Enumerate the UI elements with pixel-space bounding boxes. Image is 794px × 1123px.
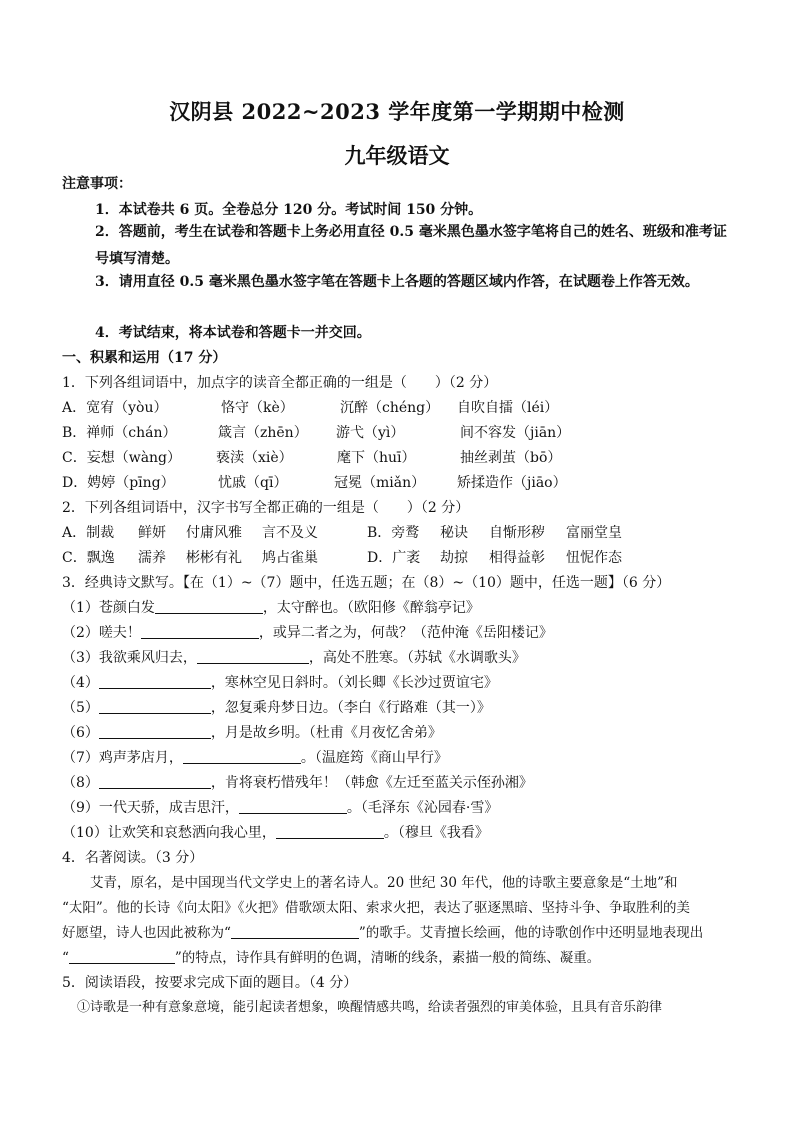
answer-blank[interactable] bbox=[99, 699, 211, 714]
notice-item-text: 3．请用直径 0.5 毫米黑色墨水签字笔在答题卡上各题的答题区域内作答，在试题卷上作答无效。 bbox=[95, 274, 699, 290]
option-a-word4: 自吹自擂（léi） bbox=[457, 400, 559, 416]
option-a-word1: A．制裁 bbox=[62, 525, 115, 541]
recitation-post: ，肯将衰朽惜残年！（韩愈《左迁至蓝关示侄孙湘》 bbox=[210, 775, 533, 791]
option-b-word3: 游弋（yì） bbox=[336, 425, 405, 441]
answer-blank[interactable] bbox=[231, 924, 359, 939]
option-b-word3: 自惭形秽 bbox=[489, 525, 545, 541]
reading-text-post: ”的歌手。艾青擅长绘画，他的诗歌创作中还明显地表现出 bbox=[358, 925, 704, 941]
option-c-word3: 麾下（huī） bbox=[337, 450, 416, 466]
option-b-word2: 秘诀 bbox=[440, 525, 468, 541]
option-d-word2: 忧戚（qī） bbox=[218, 475, 288, 491]
recitation-pre: （8） bbox=[62, 775, 99, 791]
recitation-item bbox=[62, 723, 442, 743]
answer-blank[interactable] bbox=[99, 674, 211, 689]
option-a-word1: A．宽宥（yòu） bbox=[62, 400, 168, 416]
answer-blank[interactable] bbox=[197, 649, 309, 664]
option-b-word2: 箴言（zhēn） bbox=[218, 425, 308, 441]
question-stem: 4．名著阅读。（3 分） bbox=[62, 850, 204, 866]
recitation-post: ，月是故乡明。（杜甫《月夜忆舍弟》 bbox=[210, 725, 442, 741]
recitation-pre: （3）我欲乘风归去， bbox=[62, 650, 197, 666]
reading-text-pre: “ bbox=[62, 950, 69, 966]
recitation-item bbox=[62, 698, 491, 718]
notice-heading: 注意事项： bbox=[62, 176, 132, 192]
answer-blank[interactable] bbox=[99, 774, 211, 789]
notice-item-text: 2．答题前，考生在试卷和答题卡上务必用直径 0.5 毫米黑色墨水签字笔将自己的姓名、班级和准考证号填写清楚。 bbox=[95, 224, 727, 267]
notice-item: 1．本试卷共 6 页。全卷总分 120 分。考试时间 150 分钟。 bbox=[95, 202, 483, 218]
recitation-item bbox=[62, 798, 498, 818]
exam-subtitle: 九年级语文 bbox=[344, 143, 450, 168]
option-d-word4: 矫揉造作（jiāo） bbox=[457, 475, 567, 491]
reading-text-line bbox=[62, 923, 703, 943]
recitation-item bbox=[62, 673, 498, 693]
reading-text-line: “太阳”。他的长诗《向太阳》《火把》借歌颂太阳、索求火把，表达了驱逐黑暗、坚持斗争、争取胜利的美 bbox=[62, 900, 691, 916]
recitation-pre: （2）嗟夫！ bbox=[62, 625, 141, 641]
option-a-word4: 言不及义 bbox=[262, 525, 318, 541]
answer-blank[interactable] bbox=[239, 799, 347, 814]
option-d-word3: 相得益彰 bbox=[489, 550, 545, 566]
notice-item bbox=[62, 269, 734, 296]
option-a-word3: 沉醉（chéng） bbox=[340, 400, 440, 416]
question-stem: 3．经典诗文默写。【在（1）~（7）题中，任选五题；在（8）~（10）题中，任选一题】（6 分） bbox=[62, 575, 671, 591]
answer-blank[interactable] bbox=[183, 749, 301, 764]
answer-blank[interactable] bbox=[99, 724, 211, 739]
option-c-word3: 彬彬有礼 bbox=[186, 550, 242, 566]
answer-blank[interactable] bbox=[141, 624, 259, 639]
option-b-word1: B．旁鹜 bbox=[367, 525, 420, 541]
recitation-post: ，忽复乘舟梦日边。（李白《行路难（其一）》 bbox=[210, 700, 491, 716]
option-c-word4: 鸠占雀巢 bbox=[262, 550, 318, 566]
recitation-item bbox=[62, 623, 553, 643]
passage-text: ①诗歌是一种有意象意境，能引起读者想象，唤醒情感共鸣，给读者强烈的审美体验，且具有音乐韵律 bbox=[77, 1000, 663, 1015]
recitation-pre: （6） bbox=[62, 725, 99, 741]
recitation-pre: （10）让欢笑和哀愁洒向我心里， bbox=[62, 825, 276, 841]
section-heading: 一、积累和运用（17 分） bbox=[62, 350, 227, 366]
recitation-item bbox=[62, 773, 533, 793]
option-c-word2: 亵渎（xiè） bbox=[216, 450, 293, 466]
reading-text-post: ”的特点，诗作具有鲜明的色调，清晰的线条，素描一般的简练、凝重。 bbox=[174, 950, 601, 966]
option-a-word3: 付庸风雅 bbox=[186, 525, 242, 541]
option-d-word2: 劫掠 bbox=[440, 550, 468, 566]
recitation-pre: （1）苍颜白发 bbox=[62, 600, 155, 616]
answer-blank[interactable] bbox=[155, 599, 263, 614]
option-b-word4: 富丽堂皇 bbox=[566, 525, 622, 541]
recitation-pre: （5） bbox=[62, 700, 99, 716]
recitation-post: 。（穆旦《我看》 bbox=[383, 825, 489, 841]
option-c-word2: 濡养 bbox=[138, 550, 166, 566]
recitation-post: ，太守醉也。（欧阳修《醉翁亭记》 bbox=[262, 600, 480, 616]
recitation-post: 。（毛泽东《沁园春·雪》 bbox=[346, 800, 499, 816]
recitation-post: ，寒林空见日斜时。（刘长卿《长沙过贾谊宅》 bbox=[210, 675, 498, 691]
question-stem: 2．下列各组词语中，汉字书写全都正确的一组是（ ）（2 分） bbox=[62, 500, 470, 516]
recitation-item bbox=[62, 823, 489, 843]
notice-item: 4．考试结束，将本试卷和答题卡一并交回。 bbox=[95, 325, 371, 341]
option-d-word3: 冠冕（miǎn） bbox=[334, 475, 426, 491]
exam-title: 汉阴县 2022~2023 学年度第一学期期中检测 bbox=[169, 99, 625, 124]
recitation-item bbox=[62, 748, 448, 768]
option-b-word4: 间不容发（jiān） bbox=[460, 425, 571, 441]
notice-item bbox=[62, 219, 734, 273]
recitation-pre: （4） bbox=[62, 675, 99, 691]
option-d-word4: 忸怩作态 bbox=[566, 550, 622, 566]
option-d-word1: D．广袤 bbox=[367, 550, 421, 566]
reading-text-line: 艾青，原名，是中国现当代文学史上的著名诗人。20 世纪 30 年代，他的诗歌主要意象是“土地”和 bbox=[90, 875, 678, 891]
option-b-word1: B．禅师（chán） bbox=[62, 425, 177, 441]
answer-blank[interactable] bbox=[276, 824, 384, 839]
recitation-post: ，高处不胜寒。（苏轼《水调歌头》 bbox=[308, 650, 526, 666]
recitation-pre: （7）鸡声茅店月， bbox=[62, 750, 183, 766]
recitation-post: 。（温庭筠《商山早行》 bbox=[300, 750, 448, 766]
recitation-item bbox=[62, 648, 526, 668]
recitation-item bbox=[62, 598, 480, 618]
answer-blank[interactable] bbox=[69, 949, 175, 964]
option-c-word1: C．妄想（wàng） bbox=[62, 450, 182, 466]
option-c-word1: C．飘逸 bbox=[62, 550, 115, 566]
reading-text-pre: 好愿望，诗人也因此被称为“ bbox=[62, 925, 231, 941]
option-a-word2: 恪守（kè） bbox=[221, 400, 294, 416]
option-c-word4: 抽丝剥茧（bō） bbox=[460, 450, 562, 466]
option-d-word1: D．娉婷（pīng） bbox=[62, 475, 175, 491]
reading-text-line bbox=[62, 948, 600, 968]
recitation-pre: （9）一代天骄，成吉思汗， bbox=[62, 800, 239, 816]
question-stem: 1．下列各组词语中，加点字的读音全都正确的一组是（ ）（2 分） bbox=[62, 375, 498, 391]
question-stem: 5．阅读语段，按要求完成下面的题目。（4 分） bbox=[62, 975, 358, 991]
option-a-word2: 鲜妍 bbox=[138, 525, 166, 541]
recitation-post: ，或异二者之为，何哉？（范仲淹《岳阳楼记》 bbox=[258, 625, 553, 641]
